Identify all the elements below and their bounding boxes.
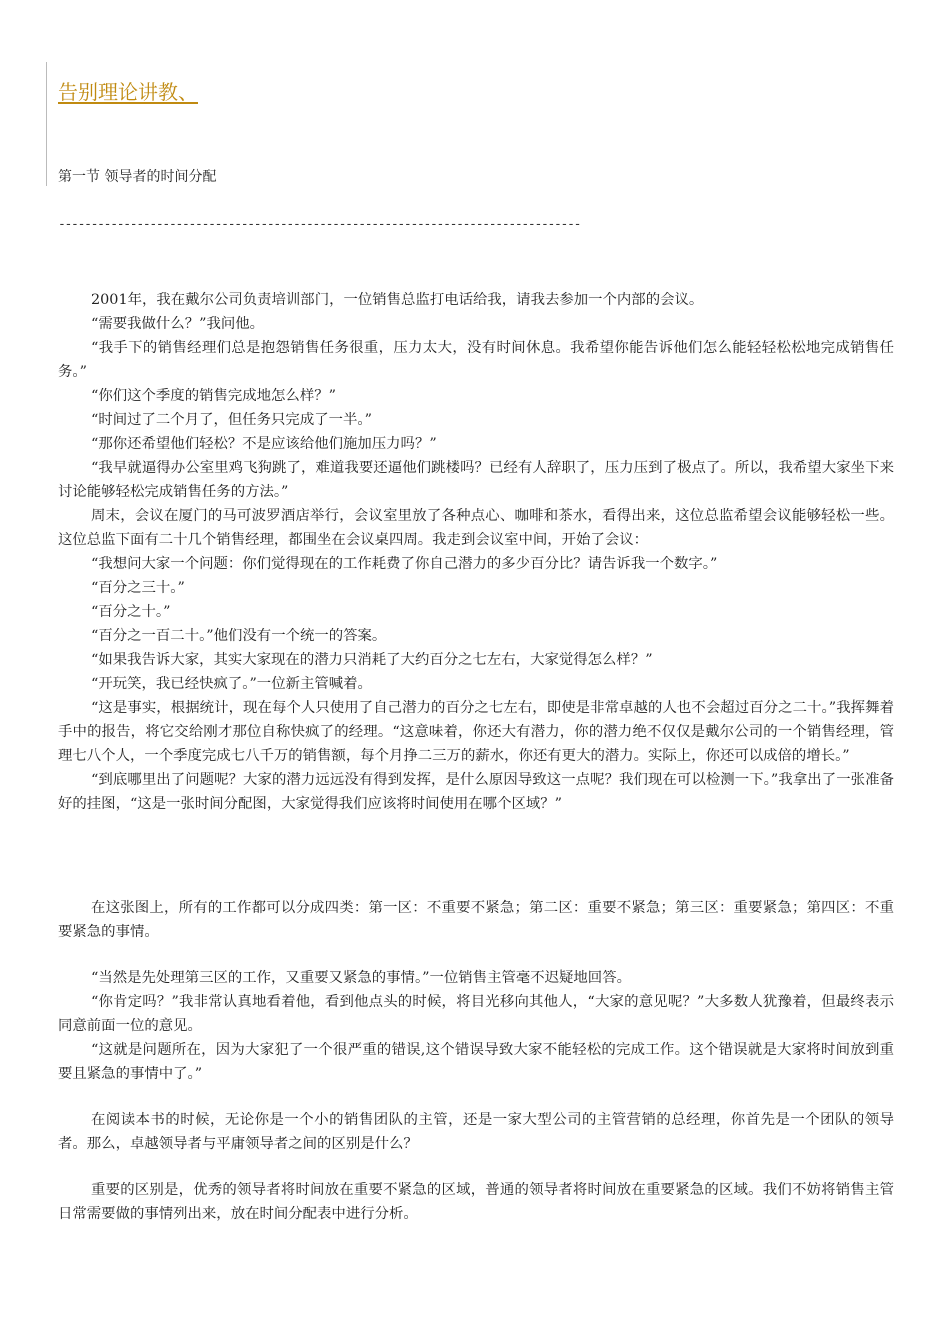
paragraph: “百分之十。”: [91, 604, 171, 620]
paragraph: “开玩笑，我已经快疯了。”一位新主管喊着。: [91, 676, 372, 692]
paragraph: “你们这个季度的销售完成地怎么样？”: [91, 388, 336, 404]
paragraph: “我想问大家一个问题：你们觉得现在的工作耗费了你自己潜力的多少百分比？请告诉我一个数字。”: [91, 556, 718, 572]
paragraph: 重要的区别是，优秀的领导者将时间放在重要不紧急的区域，普通的领导者将时间放在重要紧急的区域。我们不妨将销售主管日常需要做的事情列出来，放在时间分配表中进行分析。: [58, 1182, 894, 1222]
paragraph: “那你还希望他们轻松？不是应该给他们施加压力吗？”: [91, 436, 437, 452]
paragraph: “百分之三十。”: [91, 580, 185, 596]
document-title-link[interactable]: 告别理论讲教、: [58, 80, 198, 104]
paragraph: “百分之一百二十。”他们没有一个统一的答案。: [91, 628, 387, 644]
separator-line: --------------------------------------------------------------------------------: [58, 217, 581, 232]
paragraph: “需要我做什么？”我问他。: [91, 316, 265, 332]
paragraph: “时间过了二个月了，但任务只完成了一半。”: [91, 412, 372, 428]
paragraph: “这是事实，根据统计，现在每个人只使用了自己潜力的百分之七左右，即使是非常卓越的人也不会超过百分之二十。”我挥舞着手中的报告，将它交给刚才那位自称快疯了的经理。“这意味着，你还大有潜力，你的潜力绝不仅仅是戴尔公司的一个销售经理，管理七八个人，一个季度完成七八千万的销售额，每个月挣二三万的薪水，你还有更大的潜力。实际上，你还可以成倍的增长。”: [58, 700, 894, 764]
paragraph: 周末，会议在厦门的马可波罗酒店举行，会议室里放了各种点心、咖啡和茶水，看得出来，这位总监希望会议能够轻松一些。这位总监下面有二十几个销售经理，都围坐在会议桌四周。我走到会议室中间，开始了会议：: [58, 508, 894, 548]
paragraph: “我早就逼得办公室里鸡飞狗跳了，难道我要还逼他们跳楼吗？已经有人辞职了，压力压到了极点了。所以，我希望大家坐下来讨论能够轻松完成销售任务的方法。”: [58, 460, 894, 500]
paragraph: “我手下的销售经理们总是抱怨销售任务很重，压力太大，没有时间休息。我希望你能告诉他们怎么能轻轻松松地完成销售任务。”: [58, 340, 894, 380]
paragraph: “你肯定吗？”我非常认真地看着他，看到他点头的时候，将目光移向其他人，“大家的意见呢？”大多数人犹豫着，但最终表示同意前面一位的意见。: [58, 994, 894, 1034]
paragraph: 在阅读本书的时候，无论你是一个小的销售团队的主管，还是一家大型公司的主管营销的总经理，你首先是一个团队的领导者。那么，卓越领导者与平庸领导者之间的区别是什么？: [58, 1112, 894, 1152]
paragraph: “这就是问题所在，因为大家犯了一个很严重的错误,这个错误导致大家不能轻松的完成工作。这个错误就是大家将时间放到重要且紧急的事情中了。”: [58, 1042, 894, 1082]
paragraph: “到底哪里出了问题呢？大家的潜力远远没有得到发挥，是什么原因导致这一点呢？我们现在可以检测一下。”我拿出了一张准备好的挂图，“这是一张时间分配图，大家觉得我们应该将时间使用在哪个区域？”: [58, 772, 894, 812]
paragraph: 2001年，我在戴尔公司负责培训部门，一位销售总监打电话给我，请我去参加一个内部的会议。: [91, 292, 704, 308]
paragraph: 在这张图上，所有的工作都可以分成四类：第一区：不重要不紧急；第二区：重要不紧急；第三区：重要紧急；第四区：不重要紧急的事情。: [58, 900, 894, 940]
paragraph: “当然是先处理第三区的工作，又重要又紧急的事情。”一位销售主管毫不迟疑地回答。: [91, 970, 631, 986]
left-margin-rule: [46, 62, 47, 186]
paragraph: “如果我告诉大家，其实大家现在的潜力只消耗了大约百分之七左右，大家觉得怎么样？”: [91, 652, 653, 668]
section-heading: 第一节 领导者的时间分配: [58, 169, 217, 185]
document-body: [58, 288, 894, 1226]
